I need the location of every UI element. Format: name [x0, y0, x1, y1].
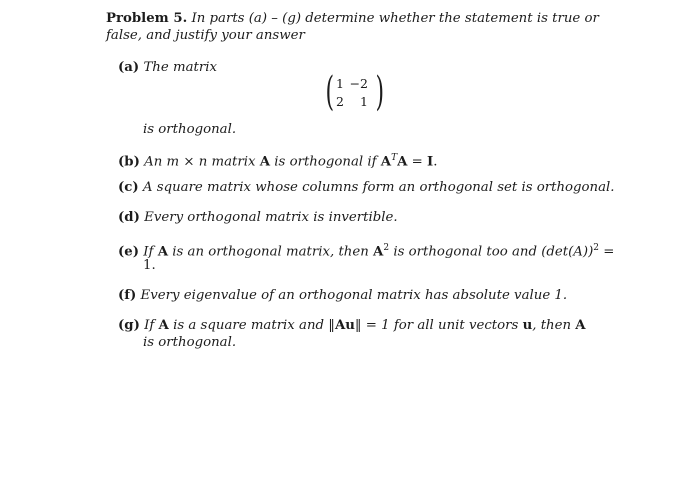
problem-heading-line1: [106, 11, 599, 27]
problem-label: Problem 5.: [106, 11, 188, 26]
part-g-bold-A: A: [158, 318, 169, 333]
part-a-text1: The matrix: [143, 60, 217, 75]
matrix-right-paren: ): [375, 69, 385, 115]
matrix-left-paren: (: [325, 69, 335, 115]
part-c-line: [118, 180, 615, 196]
part-f-line: [118, 288, 567, 304]
part-e-line1: [118, 240, 614, 260]
part-g-text-pre: If: [144, 318, 159, 333]
part-g-line2: is orthogonal.: [143, 335, 237, 350]
part-e-bold-A: A: [157, 244, 169, 260]
matrix-cell-1-1: 1: [360, 94, 368, 109]
matrix-cell-1-0: 2: [336, 94, 344, 109]
matrix-cell-0-1: −2: [349, 76, 368, 91]
part-g-bold-A-end: A: [575, 318, 586, 333]
part-e-line2: 1.: [143, 258, 156, 273]
part-e-text-mid1: is an orthogonal matrix, then: [168, 244, 374, 260]
part-e-label: (e): [118, 244, 140, 260]
part-b-expr-I: I: [427, 154, 434, 170]
part-g-label: (g): [118, 318, 140, 333]
part-b-expr-A2: A: [397, 154, 408, 170]
part-c-label: (c): [118, 180, 139, 195]
part-b-text-mid: is orthogonal if: [270, 154, 381, 170]
part-g-text-mid3: , then: [532, 318, 576, 333]
part-f-text: Every eigenvalue of an orthogonal matrix has absolute value 1.: [140, 288, 568, 303]
part-b-expr-A1: A: [380, 154, 392, 170]
part-b-sup-T: T: [391, 153, 398, 163]
problem-intro-1: In parts (a) – (g) determine whether the statement is true or: [191, 11, 599, 26]
part-b-line: [118, 150, 438, 170]
part-a-text2: is orthogonal.: [143, 122, 237, 137]
part-e-text-mid2: is orthogonal too and (det(A)): [389, 244, 594, 260]
part-e-text-eq: =: [599, 244, 615, 260]
part-b-expr-eq: =: [407, 154, 428, 170]
part-a-line1: [118, 60, 217, 76]
part-b-label: (b): [118, 154, 140, 170]
part-g-norm-close: ‖: [354, 318, 362, 333]
part-g-text-mid2: = 1 for all unit vectors: [361, 318, 523, 333]
part-b-text-pre: An m × n matrix: [144, 154, 260, 170]
part-b-text-end: .: [433, 154, 438, 170]
problem-heading-line2: false, and justify your answer: [106, 28, 305, 43]
matrix-cell-0-0: 1: [336, 76, 344, 91]
part-a-label: (a): [118, 60, 140, 75]
part-d-label: (d): [118, 210, 140, 225]
part-d-text: Every orthogonal matrix is invertible.: [144, 210, 398, 225]
part-e-sup-2b: 2: [593, 243, 600, 253]
part-f-label: (f): [118, 288, 137, 303]
part-g-text-mid1: is a square matrix and: [168, 318, 329, 333]
part-e-bold-A2: A: [373, 244, 384, 260]
part-b-bold-A: A: [259, 154, 271, 170]
part-e-text-pre: If: [143, 244, 158, 260]
part-g-line1: [118, 318, 586, 334]
part-c-text: A square matrix whose columns form an orthogonal set is orthogonal.: [142, 180, 615, 195]
part-g-bold-u: u: [522, 318, 533, 333]
part-a-matrix: [325, 69, 398, 115]
part-e-sup-2: 2: [383, 243, 390, 253]
part-g-norm-open: ‖: [328, 318, 335, 333]
part-d-line: [118, 210, 398, 226]
part-g-bold-Au: Au: [334, 318, 355, 333]
